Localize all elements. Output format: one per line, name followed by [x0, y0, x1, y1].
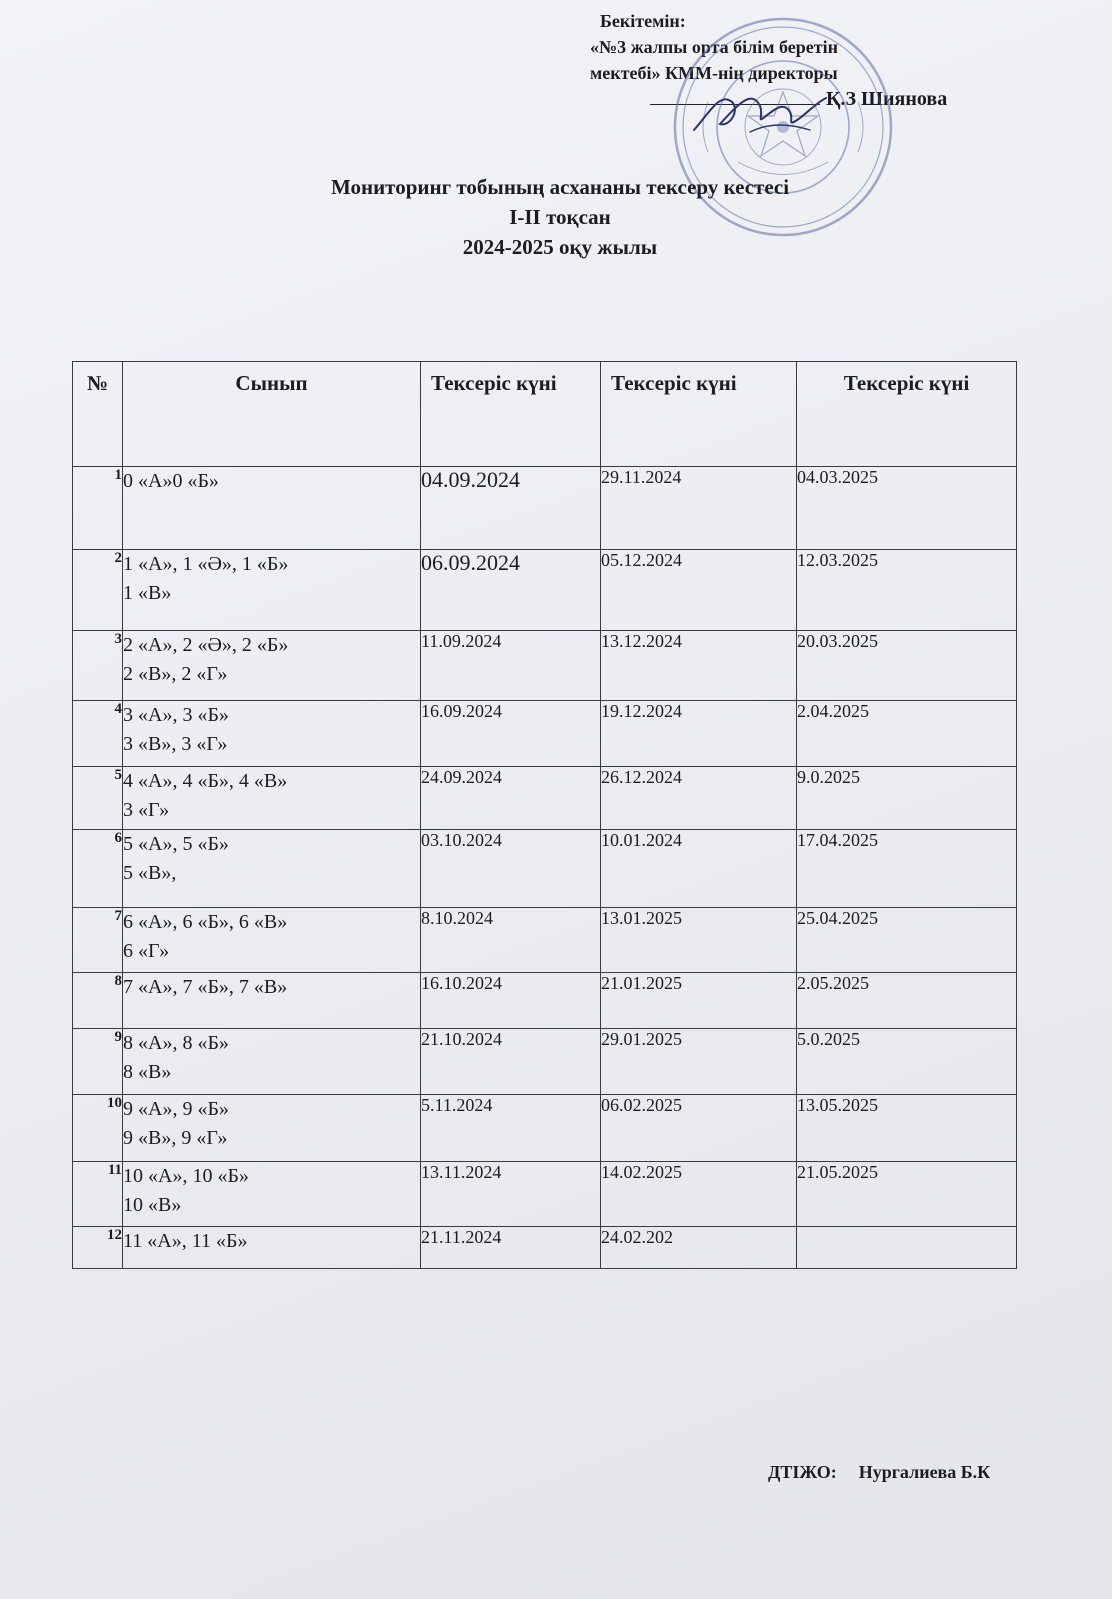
row-date-3: 2.04.2025	[797, 701, 1017, 767]
row-date-1: 5.11.2024	[421, 1095, 601, 1162]
class-line: 8 «В»	[123, 1061, 172, 1083]
table-row	[73, 1029, 1017, 1095]
row-number: 3	[73, 631, 123, 701]
row-date-1: 11.09.2024	[421, 631, 601, 701]
row-date-2: 13.12.2024	[601, 631, 797, 701]
director-signature-icon	[690, 72, 830, 142]
class-line: 3 «Г»	[123, 799, 170, 821]
table-row	[73, 631, 1017, 701]
row-date-3: 2.05.2025	[797, 973, 1017, 1029]
row-date-3: 20.03.2025	[797, 631, 1017, 701]
row-date-3: 5.0.2025	[797, 1029, 1017, 1095]
director-name: Қ.З Шиянова	[826, 88, 948, 110]
row-class	[123, 973, 421, 1029]
row-number: 7	[73, 908, 123, 973]
footer-responsible	[768, 1462, 1068, 1483]
row-date-2: 29.11.2024	[601, 467, 797, 550]
row-number: 1	[73, 467, 123, 550]
class-line: 10 «А», 10 «Б»	[123, 1165, 249, 1187]
row-date-1: 21.10.2024	[421, 1029, 601, 1095]
row-date-3: 9.0.2025	[797, 767, 1017, 830]
row-date-3: 12.03.2025	[797, 550, 1017, 631]
row-date-1: 24.09.2024	[421, 767, 601, 830]
row-date-1: 16.09.2024	[421, 701, 601, 767]
row-date-3: 21.05.2025	[797, 1162, 1017, 1227]
row-date-1: 06.09.2024	[421, 550, 601, 631]
table-row	[73, 701, 1017, 767]
row-date-2: 26.12.2024	[601, 767, 797, 830]
footer-label: ДТІЖО:	[768, 1462, 837, 1482]
row-number: 8	[73, 973, 123, 1029]
row-date-2: 24.02.202	[601, 1227, 797, 1269]
row-date-2: 05.12.2024	[601, 550, 797, 631]
row-date-2: 14.02.2025	[601, 1162, 797, 1227]
approval-school-line: «№3 жалпы орта білім беретін	[590, 37, 838, 57]
row-date-2: 19.12.2024	[601, 701, 797, 767]
footer-name: Нургалиева Б.К	[858, 1462, 991, 1482]
class-line: 9 «А», 9 «Б»	[123, 1098, 229, 1120]
document-title	[180, 172, 940, 262]
class-line: 2 «А», 2 «Ә», 2 «Б»	[123, 634, 289, 656]
row-date-1: 03.10.2024	[421, 830, 601, 908]
table-row	[73, 830, 1017, 908]
table-row	[73, 467, 1017, 550]
row-number: 4	[73, 701, 123, 767]
row-class	[123, 467, 421, 550]
row-class	[123, 830, 421, 908]
row-date-3: 25.04.2025	[797, 908, 1017, 973]
row-class	[123, 767, 421, 830]
row-date-2: 10.01.2024	[601, 830, 797, 908]
approval-position-line: мектебі» КММ-нің директоры	[590, 63, 838, 83]
row-date-2: 06.02.2025	[601, 1095, 797, 1162]
row-number: 9	[73, 1029, 123, 1095]
row-date-1: 21.11.2024	[421, 1227, 601, 1269]
approval-heading: Бекітемін:	[600, 11, 686, 31]
row-date-1: 13.11.2024	[421, 1162, 601, 1227]
row-date-1: 16.10.2024	[421, 973, 601, 1029]
row-date-3	[797, 1227, 1017, 1269]
row-class	[123, 550, 421, 631]
title-line-quarter: І-ІІ тоқсан	[509, 205, 611, 229]
title-line-year: 2024-2025 оқу жылы	[462, 235, 658, 259]
class-line: 1 «А», 1 «Ә», 1 «Б»	[123, 553, 289, 575]
class-line: 9 «В», 9 «Г»	[123, 1127, 228, 1149]
header-check-date-2: Тексеріс күні	[601, 362, 797, 467]
class-line: 11 «А», 11 «Б»	[123, 1230, 248, 1252]
row-date-3: 13.05.2025	[797, 1095, 1017, 1162]
class-line: 10 «В»	[123, 1194, 182, 1216]
table-row	[73, 1162, 1017, 1227]
class-line: 6 «Г»	[123, 940, 170, 962]
row-date-2: 13.01.2025	[601, 908, 797, 973]
row-date-1: 04.09.2024	[421, 467, 601, 550]
class-line: 7 «А», 7 «Б», 7 «В»	[123, 976, 288, 998]
table-row	[73, 1227, 1017, 1269]
header-check-date-1: Тексеріс күні	[421, 362, 601, 467]
row-class	[123, 1095, 421, 1162]
row-class	[123, 701, 421, 767]
class-line: 5 «А», 5 «Б»	[123, 833, 229, 855]
row-class	[123, 1162, 421, 1227]
class-line: 2 «В», 2 «Г»	[123, 663, 228, 685]
row-number: 12	[73, 1227, 123, 1269]
row-date-3: 17.04.2025	[797, 830, 1017, 908]
row-date-3: 04.03.2025	[797, 467, 1017, 550]
title-line-main: Мониторинг тобының асхананы тексеру кестесі	[330, 175, 790, 199]
table-row	[73, 767, 1017, 830]
class-line: 0 «А»0 «Б»	[123, 470, 219, 492]
class-line: 8 «А», 8 «Б»	[123, 1032, 229, 1054]
header-class: Сынып	[123, 362, 421, 467]
row-class	[123, 908, 421, 973]
row-class	[123, 1227, 421, 1269]
table-row	[73, 1095, 1017, 1162]
row-date-2: 29.01.2025	[601, 1029, 797, 1095]
row-number: 11	[73, 1162, 123, 1227]
class-line: 1 «В»	[123, 582, 172, 604]
table-row	[73, 550, 1017, 631]
class-line: 3 «А», 3 «Б»	[123, 704, 229, 726]
header-check-date-3: Тексеріс күні	[797, 362, 1017, 467]
row-number: 5	[73, 767, 123, 830]
table-header-row	[73, 362, 1017, 467]
header-number: №	[73, 362, 123, 467]
row-number: 2	[73, 550, 123, 631]
class-line: 5 «В»,	[123, 862, 177, 884]
class-line: 4 «А», 4 «Б», 4 «В»	[123, 770, 288, 792]
row-number: 10	[73, 1095, 123, 1162]
table-row	[73, 908, 1017, 973]
row-number: 6	[73, 830, 123, 908]
row-class	[123, 1029, 421, 1095]
row-date-1: 8.10.2024	[421, 908, 601, 973]
class-line: 6 «А», 6 «Б», 6 «В»	[123, 911, 288, 933]
class-line: 3 «В», 3 «Г»	[123, 733, 228, 755]
row-date-2: 21.01.2025	[601, 973, 797, 1029]
table-row	[73, 973, 1017, 1029]
schedule-table	[72, 361, 1017, 1269]
row-class	[123, 631, 421, 701]
